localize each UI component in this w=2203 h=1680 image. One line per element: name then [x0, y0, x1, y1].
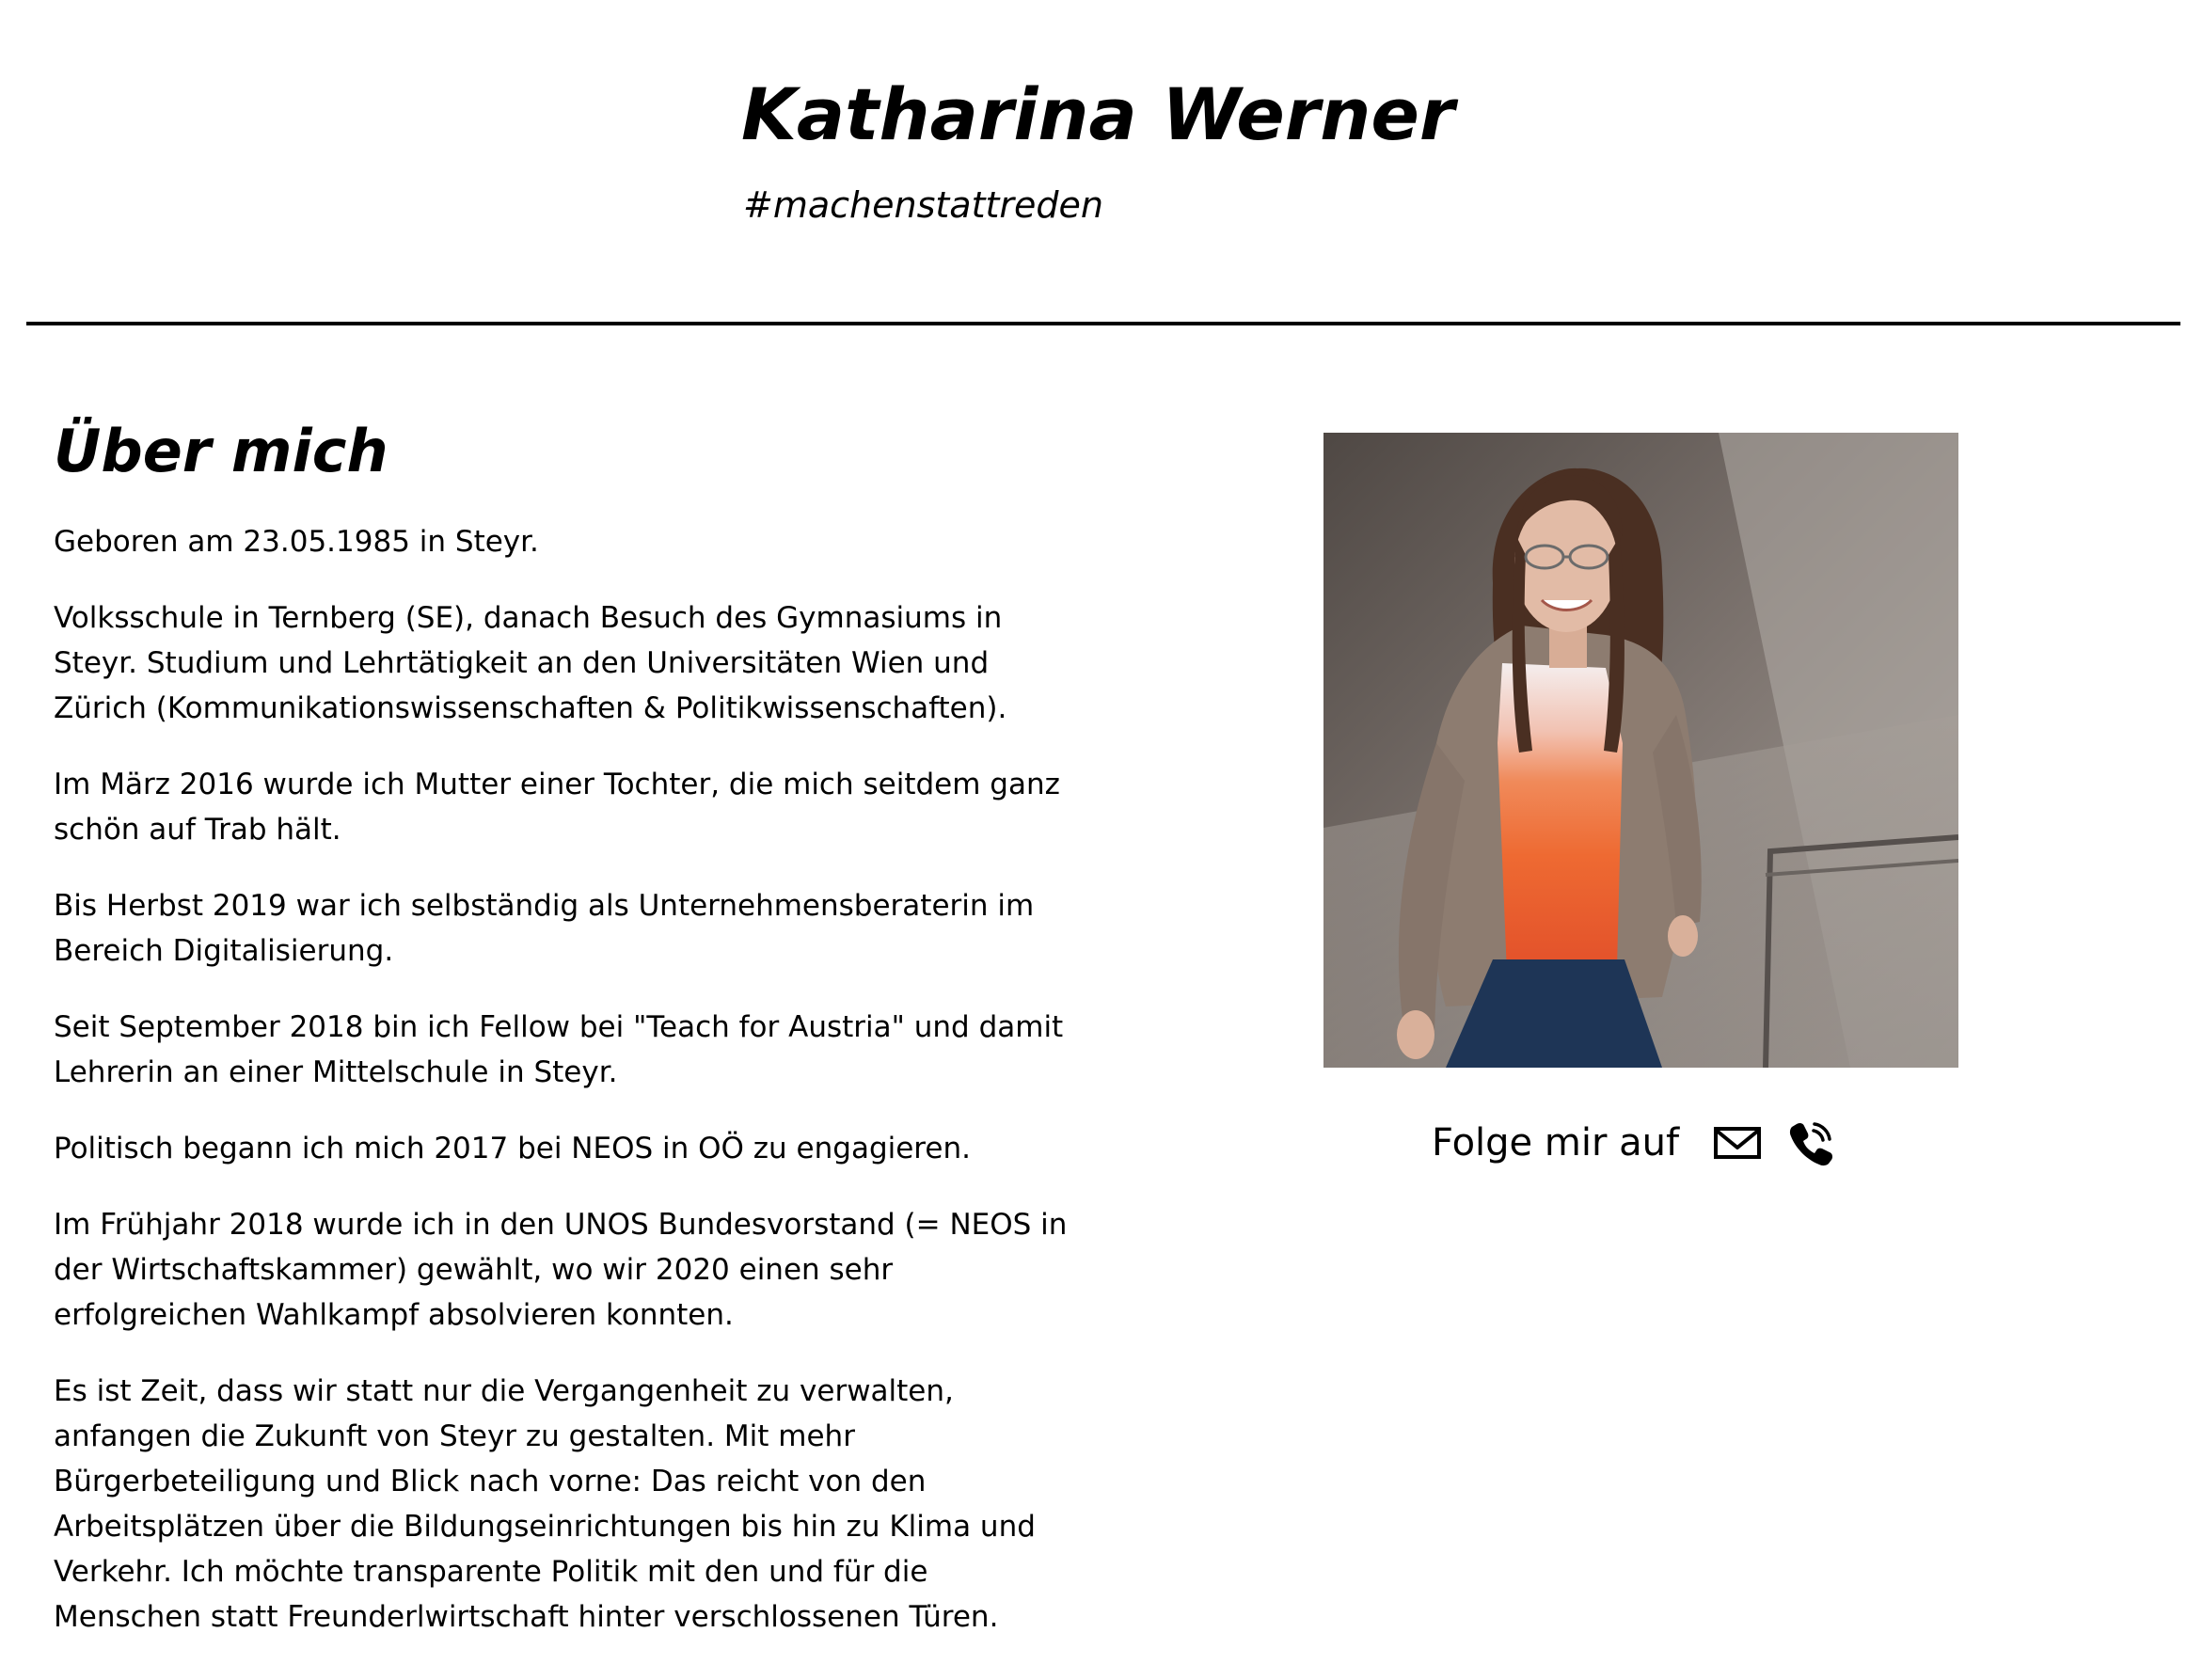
portrait-photo	[1323, 433, 1958, 1068]
about-paragraph-politics: Politisch begann ich mich 2017 bei NEOS in OÖ zu engagieren.	[54, 1132, 971, 1165]
follow-label: Folge mir auf	[1432, 1121, 1680, 1165]
about-paragraph-teaching: Seit September 2018 bin ich Fellow bei "Teach for Austria" und damit Lehrerin an einer Mittelschule in Steyr.	[54, 1010, 1064, 1089]
site-tagline: #machenstattreden	[743, 184, 1103, 226]
about-heading: Über mich	[54, 417, 388, 485]
mail-icon[interactable]	[1713, 1118, 1762, 1167]
site-title: Katharina Werner	[741, 72, 1455, 156]
about-paragraph-family: Im März 2016 wurde ich Mutter einer Tochter, die mich seitdem ganz schön auf Trab hält.	[54, 768, 1060, 847]
about-paragraph-education: Volksschule in Ternberg (SE), danach Besuch des Gymnasiums in Steyr. Studium und Lehrtätigkeit an den Universitäten Wien und Zürich (Kommunikationswissenschaften & Politikwissenschaften).	[54, 601, 1007, 725]
about-paragraph-career: Bis Herbst 2019 war ich selbständig als Unternehmensberaterin im Bereich Digitalisierung.	[54, 889, 1035, 968]
phone-icon[interactable]	[1786, 1118, 1835, 1167]
about-paragraph-birth: Geboren am 23.05.1985 in Steyr.	[54, 525, 539, 559]
follow-row	[1432, 1115, 1860, 1171]
about-text	[54, 519, 1079, 1671]
about-paragraph-unos: Im Frühjahr 2018 wurde ich in den UNOS Bundesvorstand (= NEOS in der Wirtschaftskammer) gewählt, wo wir 2020 einen sehr erfolgreichen Wahlkampf absolvieren konnten.	[54, 1208, 1068, 1332]
header-divider	[26, 322, 2180, 325]
about-paragraph-vision: Es ist Zeit, dass wir statt nur die Vergangenheit zu verwalten, anfangen die Zukunft von Steyr zu gestalten. Mit mehr Bürgerbeteiligung und Blick nach vorne: Das reicht von den Arbeitsplätzen über die Bildungseinrichtungen bis hin zu Klima und Verkehr. Ich möchte transparente Politik mit den und für die Menschen statt Freunderlwirtschaft hinter verschlossenen Türen.	[54, 1374, 1036, 1634]
